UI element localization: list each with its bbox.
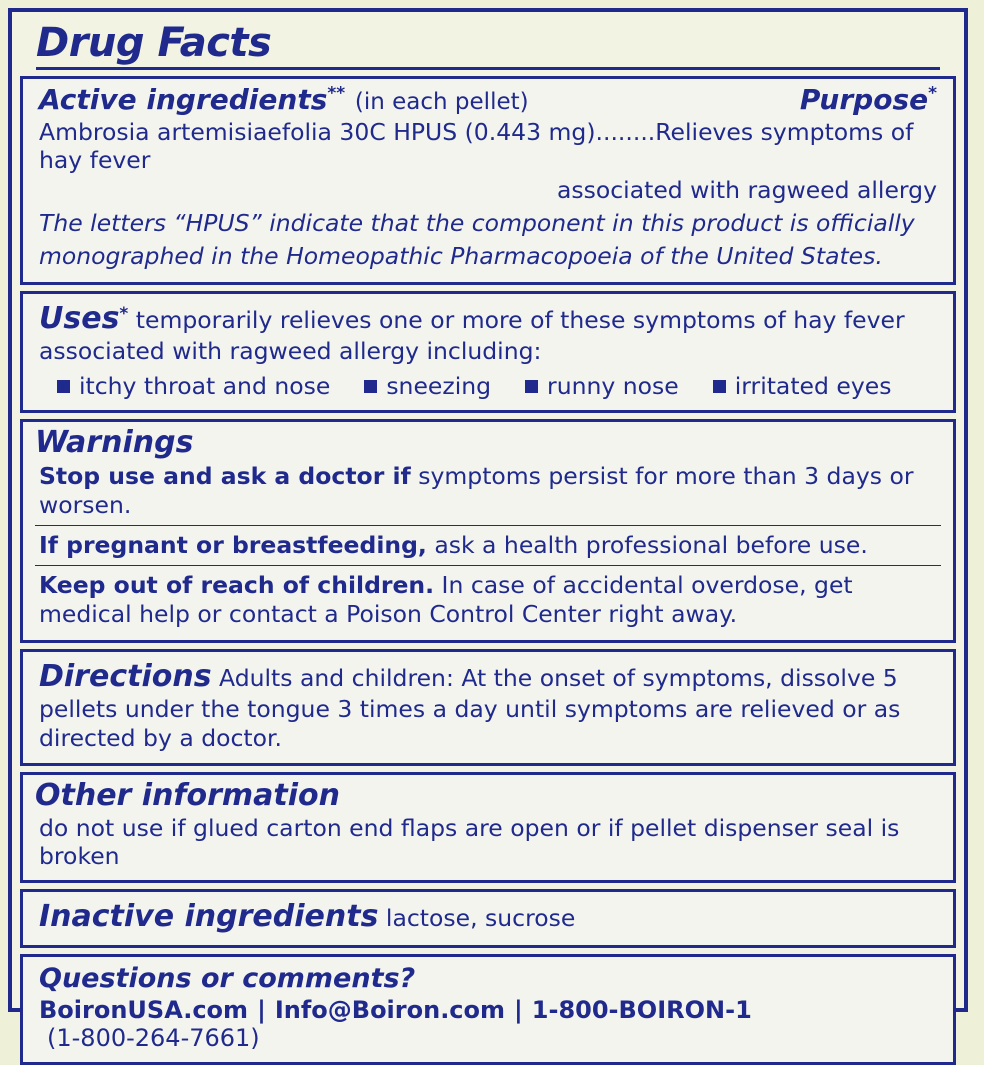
list-item xyxy=(525,372,679,400)
phone-number[interactable]: 1-800-BOIRON-1 xyxy=(531,996,752,1025)
square-bullet-icon xyxy=(57,380,70,393)
hpus-note-line-2: monographed in the Homeopathic Pharmacopoeia of the United States. xyxy=(39,242,883,271)
uses-intro-line-1: temporarily relieves one or more of these symptoms of hay fever associated xyxy=(39,305,905,366)
warning-item-text: ask a health professional before use. xyxy=(426,531,868,560)
square-bullet-icon xyxy=(525,380,538,393)
active-ingredients-heading xyxy=(39,84,529,117)
website-link[interactable]: BoironUSA.com xyxy=(39,996,249,1025)
warnings-panel xyxy=(20,419,956,642)
directions-heading: Directions xyxy=(39,658,212,694)
warning-item xyxy=(39,462,937,520)
active-ingredient-line: Ambrosia artemisiaefolia 30C HPUS (0.443 mg)........Relieves symptoms of hay fever xyxy=(39,117,914,175)
square-bullet-icon xyxy=(713,380,726,393)
directions-text: Adults and children: At the onset of symptoms, dissolve 5 pellets under the tongue 3 times a day until symptoms are relieved or as directed by a doctor. xyxy=(39,663,901,752)
uses-footnote-marker: * xyxy=(119,304,129,325)
list-item-label: runny nose xyxy=(547,372,679,401)
list-item-label: irritated eyes xyxy=(734,372,892,401)
warning-item xyxy=(39,531,937,560)
purpose-heading xyxy=(800,83,937,116)
warnings-heading: Warnings xyxy=(35,425,194,461)
purpose-heading-text: Purpose xyxy=(799,83,929,117)
purpose-footnote-marker: * xyxy=(928,83,937,104)
list-item xyxy=(57,372,330,400)
list-item xyxy=(713,372,892,400)
active-ingredients-note: (in each pellet) xyxy=(354,89,529,116)
warning-item-text: symptoms persist for more than 3 days or worsen. xyxy=(39,461,914,519)
warning-item xyxy=(39,571,937,629)
uses-panel xyxy=(20,291,956,413)
active-ingredient-line-2: associated with ragweed allergy xyxy=(557,176,937,205)
active-ingredients-panel xyxy=(20,76,956,285)
square-bullet-icon xyxy=(364,380,377,393)
drug-facts-header xyxy=(20,12,956,76)
page-title: Drug Facts xyxy=(36,20,272,66)
hpus-note-line-1: The letters “HPUS” indicate that the component in this product is officially xyxy=(39,208,915,237)
contact-separator: | xyxy=(514,996,523,1025)
phone-number-numeric: (1-800-264-7661) xyxy=(47,1024,260,1053)
list-item xyxy=(364,372,491,400)
questions-heading: Questions or comments? xyxy=(39,963,416,995)
inactive-ingredients-heading: Inactive ingredients xyxy=(39,898,379,934)
questions-panel xyxy=(20,954,956,1065)
inactive-ingredients-panel xyxy=(20,889,956,948)
uses-intro-line-2: with ragweed allergy including: xyxy=(172,337,542,366)
warning-item-bold: Keep out of reach of children. xyxy=(39,571,435,600)
active-ingredients-header-row xyxy=(39,83,937,117)
drug-facts-label xyxy=(8,8,968,1053)
other-information-text: do not use if glued carton end flaps are open or if pellet dispenser seal is broken xyxy=(39,813,900,871)
warning-item-bold: If pregnant or breastfeeding, xyxy=(39,531,427,560)
directions-panel xyxy=(20,649,956,766)
list-item-label: sneezing xyxy=(386,372,492,401)
warnings-divider xyxy=(35,565,941,566)
warning-item-bold: Stop use and ask a doctor if xyxy=(39,461,411,490)
contact-separator: | xyxy=(257,996,266,1025)
active-ingredients-footnote-marker: ** xyxy=(327,83,346,104)
active-ingredients-heading-text: Active ingredients xyxy=(39,83,328,117)
email-link[interactable]: Info@Boiron.com xyxy=(274,996,506,1025)
other-information-panel xyxy=(20,772,956,883)
list-item-label: itchy throat and nose xyxy=(79,372,331,401)
directions-content xyxy=(39,658,937,753)
uses-symptom-list xyxy=(57,372,937,400)
uses-heading: Uses xyxy=(39,300,120,336)
contact-row xyxy=(39,996,937,1052)
inactive-ingredients-content xyxy=(39,898,937,935)
other-information-heading: Other information xyxy=(35,777,340,813)
uses-intro xyxy=(39,300,937,366)
warnings-divider xyxy=(35,525,941,526)
inactive-ingredients-text: lactose, sucrose xyxy=(385,903,576,932)
warning-item-text: In case of accidental overdose, get medical help or contact a Poison Control Center right away. xyxy=(39,571,853,629)
title-rule xyxy=(36,67,940,70)
